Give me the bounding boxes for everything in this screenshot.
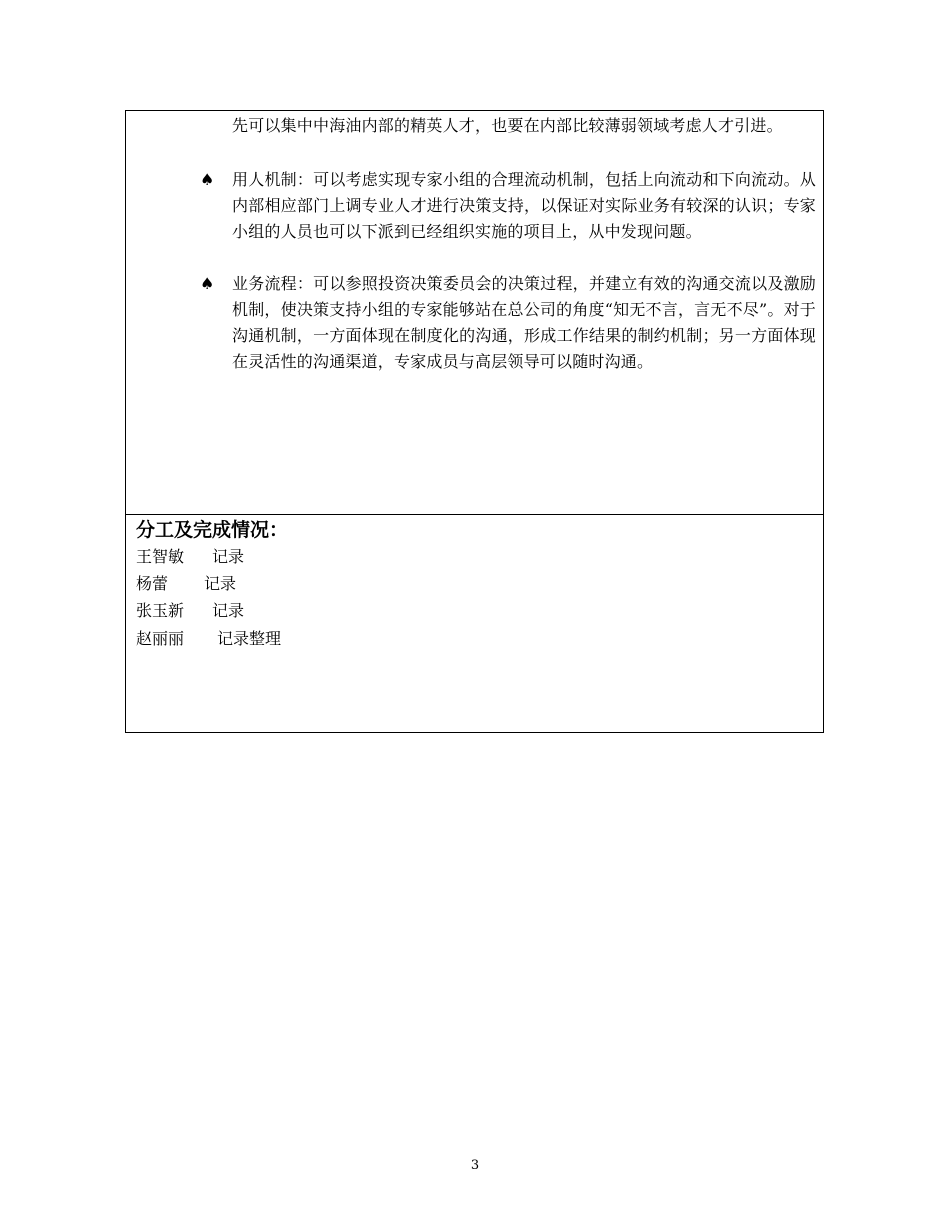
member-task: 记录: [212, 547, 245, 566]
spade-bullet-icon: ♠: [200, 170, 215, 189]
spade-bullet-icon: ♠: [200, 274, 215, 293]
bullet-text-staffing: 用人机制：可以考虑实现专家小组的合理流动机制，包括上向流动和下向流动。从内部相应部门上调专业人才进行决策支持，以保证对实际业务有较深的认识；专家小组的人员也可以下派到已经组织实施的项目上，从中发现问题。: [232, 170, 816, 241]
member-row: [136, 571, 236, 597]
member-task: 记录: [204, 574, 237, 593]
member-name: 赵丽丽: [136, 629, 185, 648]
member-task: 记录: [212, 601, 245, 620]
content-table: [125, 110, 824, 733]
member-task: 记录整理: [217, 629, 282, 648]
division-cell: [126, 515, 823, 732]
measures-cell: [126, 111, 823, 515]
member-name: 王智敏: [136, 547, 185, 566]
member-name: 杨蕾: [136, 574, 169, 593]
page-number: 3: [470, 1158, 480, 1173]
continued-paragraph: 先可以集中中海油内部的精英人才，也要在内部比较薄弱领域考虑人才引进。: [232, 116, 783, 135]
member-name: 张玉新: [136, 601, 185, 620]
member-row: [136, 626, 281, 652]
division-heading: 分工及完成情况：: [136, 519, 289, 541]
bullet-text-workflow: 业务流程：可以参照投资决策委员会的决策过程，并建立有效的沟通交流以及激励机制，使决策支持小组的专家能够站在总公司的角度“知无不言，言无不尽”。对于沟通机制，一方面体现在制度化的沟通，形成工作结果的制约机制；另一方面体现在灵活性的沟通渠道，专家成员与高层领导可以随时沟通。: [232, 274, 816, 371]
member-row: [136, 598, 244, 624]
member-row: [136, 544, 244, 570]
